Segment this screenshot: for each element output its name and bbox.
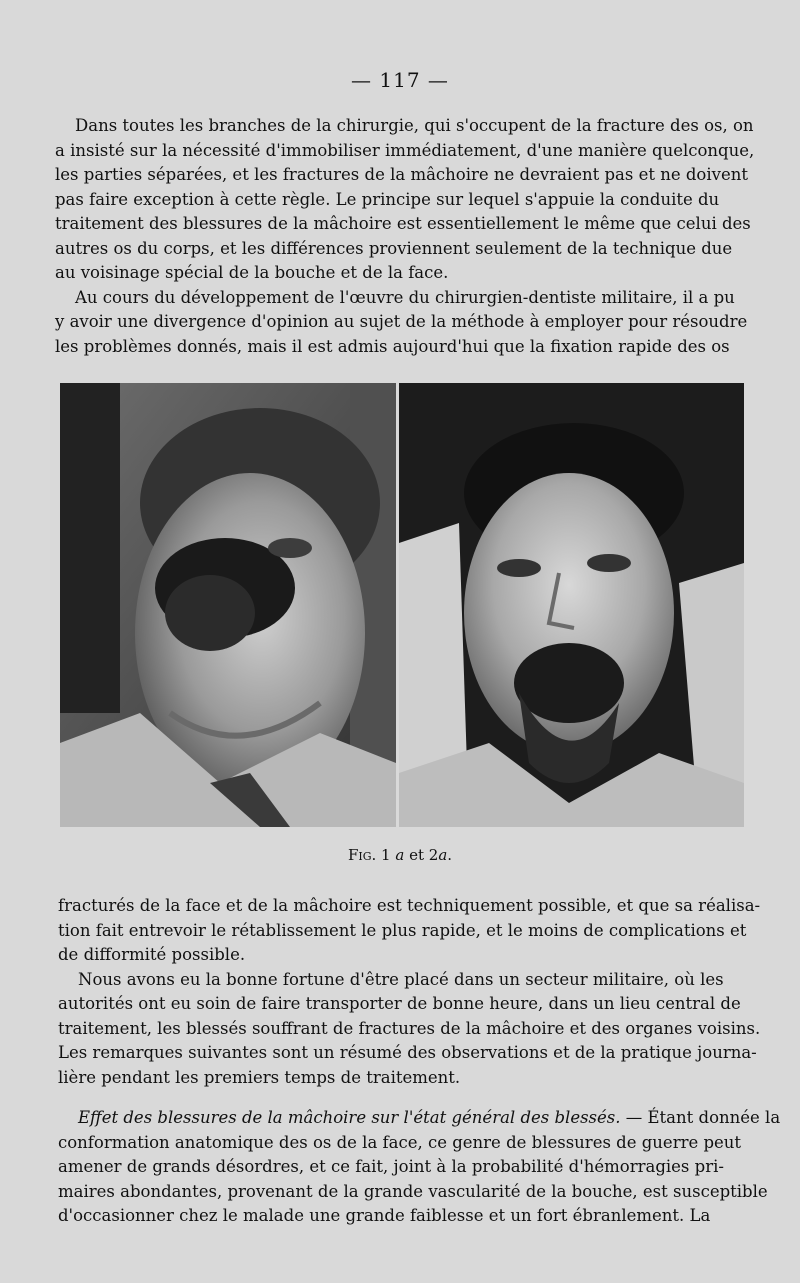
caption-number-2: 2: [428, 846, 439, 864]
photo-right: [399, 383, 744, 827]
text-line-with-heading: [58, 1106, 781, 1131]
caption-period: .: [447, 846, 453, 864]
text-line: fracturés de la face et de la mâchoire est techniquement possible, et que sa réalisa-: [58, 896, 761, 915]
figure-caption: [0, 846, 800, 864]
text-line: autorités ont eu soin de faire transporter de bonne heure, dans un lieu central de: [58, 994, 741, 1013]
text-line: de difformité possible.: [58, 945, 246, 964]
text-block-top: [55, 114, 755, 359]
section-heading: Effet des blessures de la mâchoire sur l'état général des blessés.: [78, 1108, 621, 1127]
text-block-middle: [58, 894, 761, 1090]
text-block-bottom: [58, 1106, 781, 1229]
text-line: les problèmes donnés, mais il est admis aujourd'hui que la fixation rapide des os: [55, 336, 730, 356]
text-line: traitement des blessures de la mâchoire est essentiellement le même que celui des: [55, 214, 751, 233]
text-line: traitement, les blessés souffrant de fractures de la mâchoire et des organes voisins.: [58, 1018, 761, 1038]
caption-letter-1: a: [395, 846, 405, 864]
text-line: Nous avons eu la bonne fortune d'être placé dans un secteur militaire, où les: [78, 969, 724, 989]
text-line: tion fait entrevoir le rétablissement le plus rapide, et le moins de complications et: [58, 920, 747, 940]
text-line: conformation anatomique des os de la face, ce genre de blessures de guerre peut: [58, 1132, 742, 1152]
text-line: amener de grands désordres, et ce fait, joint à la probabilité d'hémorragies pri-: [58, 1157, 724, 1176]
text-line: pas faire exception à cette règle. Le principe sur lequel s'appuie la conduite du: [55, 189, 720, 209]
text-run: — Étant donnée la: [620, 1108, 781, 1127]
caption-prefix: Fig.: [347, 846, 377, 864]
text-line: autres os du corps, et les différences proviennent seulement de la technique due: [55, 238, 733, 258]
text-line: y avoir une divergence d'opinion au sujet de la méthode à employer pour résoudre: [55, 312, 748, 331]
text-line: a insisté sur la nécessité d'immobiliser immédiatement, d'une manière quelconque,: [55, 140, 755, 160]
text-line: d'occasionner chez le malade une grande faiblesse et un fort ébranlement. La: [58, 1206, 711, 1225]
text-line: Les remarques suivantes sont un résumé des observations et de la pratique journa-: [58, 1043, 757, 1062]
text-line: lière pendant les premiers temps de traitement.: [58, 1067, 461, 1087]
text-line: Dans toutes les branches de la chirurgie, qui s'occupent de la fracture des os, on: [75, 116, 754, 135]
photo-left: [60, 383, 396, 827]
text-line: les parties séparées, et les fractures de la mâchoire ne devraient pas et ne doivent: [55, 165, 748, 184]
caption-letter-2: a: [438, 846, 448, 864]
text-line: maires abondantes, provenant de la grande vascularité de la bouche, est susceptible: [58, 1181, 768, 1201]
figure: [60, 383, 744, 827]
caption-and: et: [409, 846, 424, 864]
text-line: Au cours du développement de l'œuvre du chirurgien-dentiste militaire, il a pu: [75, 287, 735, 307]
caption-number-1: 1: [381, 846, 391, 864]
page-number: — 117 —: [351, 68, 449, 92]
text-line: au voisinage spécial de la bouche et de la face.: [55, 263, 449, 282]
